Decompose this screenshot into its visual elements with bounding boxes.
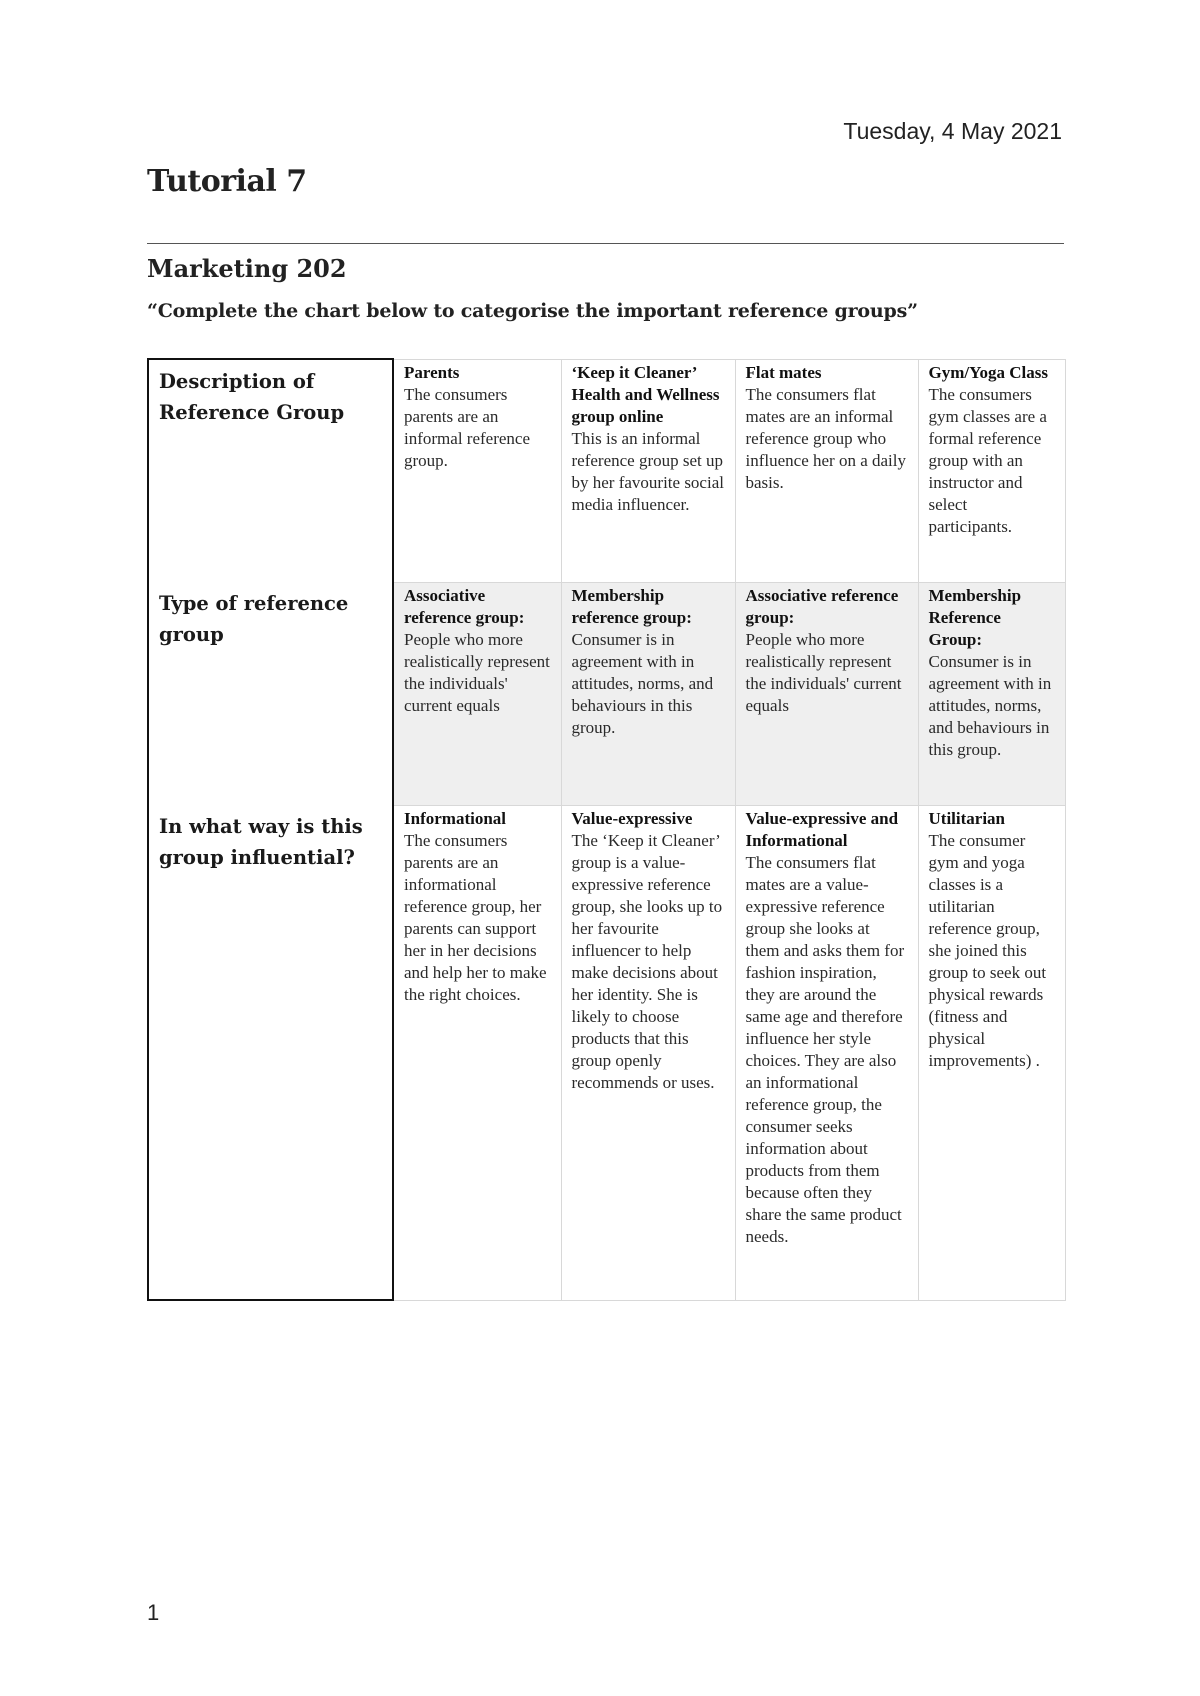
row-label-type: Type of reference group: [148, 582, 393, 805]
cell-text: The consumer gym and yoga classes is a utilitarian reference group, she joined this group to seek out physical rewards (fitness and physical improvements) .: [928, 830, 1047, 1070]
cell-heading: Informational: [404, 808, 506, 828]
instruction-text: “Complete the chart below to categorise the important reference groups”: [147, 300, 918, 322]
table-cell: [735, 582, 918, 805]
cell-heading: Flat mates: [745, 362, 822, 382]
document-title: Tutorial 7: [147, 164, 307, 199]
cell-heading: Gym/Yoga Class: [928, 362, 1048, 382]
table-cell: [561, 805, 735, 1300]
cell-text: This is an informal reference group set up by her favourite social media influencer.: [571, 428, 724, 514]
cell-heading: Associative reference group:: [745, 585, 899, 627]
table-cell: [393, 359, 561, 582]
cell-heading: ‘Keep it Cleaner’ Health and Wellness group online: [571, 362, 720, 426]
row-label-description: Description of Reference Group: [148, 359, 393, 582]
document-date: Tuesday, 4 May 2021: [843, 118, 1062, 144]
cell-text: The consumers gym classes are a formal reference group with an instructor and select participants.: [928, 384, 1047, 536]
cell-heading: Value-expressive: [571, 808, 693, 828]
table-cell: [918, 582, 1065, 805]
table-cell: [918, 805, 1065, 1300]
cell-heading: Membership Reference Group:: [928, 585, 1022, 649]
table-cell: [393, 582, 561, 805]
cell-text: People who more realistically represent the individuals' current equals: [745, 629, 902, 715]
table-cell: [561, 359, 735, 582]
cell-text: Consumer is in agreement with in attitudes, norms, and behaviours in this group.: [928, 651, 1052, 759]
reference-group-chart: [147, 358, 1066, 1301]
cell-text: Consumer is in agreement with in attitudes, norms, and behaviours in this group.: [571, 629, 714, 737]
table-row: [148, 582, 1065, 805]
table-cell: [735, 359, 918, 582]
cell-heading: Associative reference group:: [404, 585, 525, 627]
table-row: [148, 805, 1065, 1300]
page-number: 1: [147, 1600, 160, 1625]
cell-text: The consumers flat mates are a value-expressive reference group she looks at them and asks them for fashion inspiration, they are around the same age and therefore influence her style choices. They are also an informational reference group, the consumer seeks information about products from them because often they share the same product needs.: [745, 852, 905, 1246]
cell-text: The consumers parents are an informational reference group, her parents can support her in her decisions and help her to make the right choices.: [404, 830, 547, 1004]
cell-heading: Membership reference group:: [571, 585, 692, 627]
table-cell: [918, 359, 1065, 582]
table-row: [148, 359, 1065, 582]
cell-text: The consumers parents are an informal reference group.: [404, 384, 530, 470]
cell-text: People who more realistically represent the individuals' current equals: [404, 629, 550, 715]
row-label-influence: In what way is this group influential?: [148, 805, 393, 1300]
cell-heading: Value-expressive and Informational: [745, 808, 899, 850]
cell-heading: Parents: [404, 362, 460, 382]
table-cell: [735, 805, 918, 1300]
table-cell: [561, 582, 735, 805]
table-cell: [393, 805, 561, 1300]
cell-text: The consumers flat mates are an informal reference group who influence her on a daily basis.: [745, 384, 906, 492]
cell-text: The ‘Keep it Cleaner’ group is a value-expressive reference group, she looks up to her favourite influencer to help make decisions about her identity. She is likely to choose products that this group openly recommends or uses.: [571, 830, 723, 1092]
cell-heading: Utilitarian: [928, 808, 1005, 828]
title-divider: [147, 243, 1064, 244]
document-subtitle: Marketing 202: [147, 254, 347, 283]
